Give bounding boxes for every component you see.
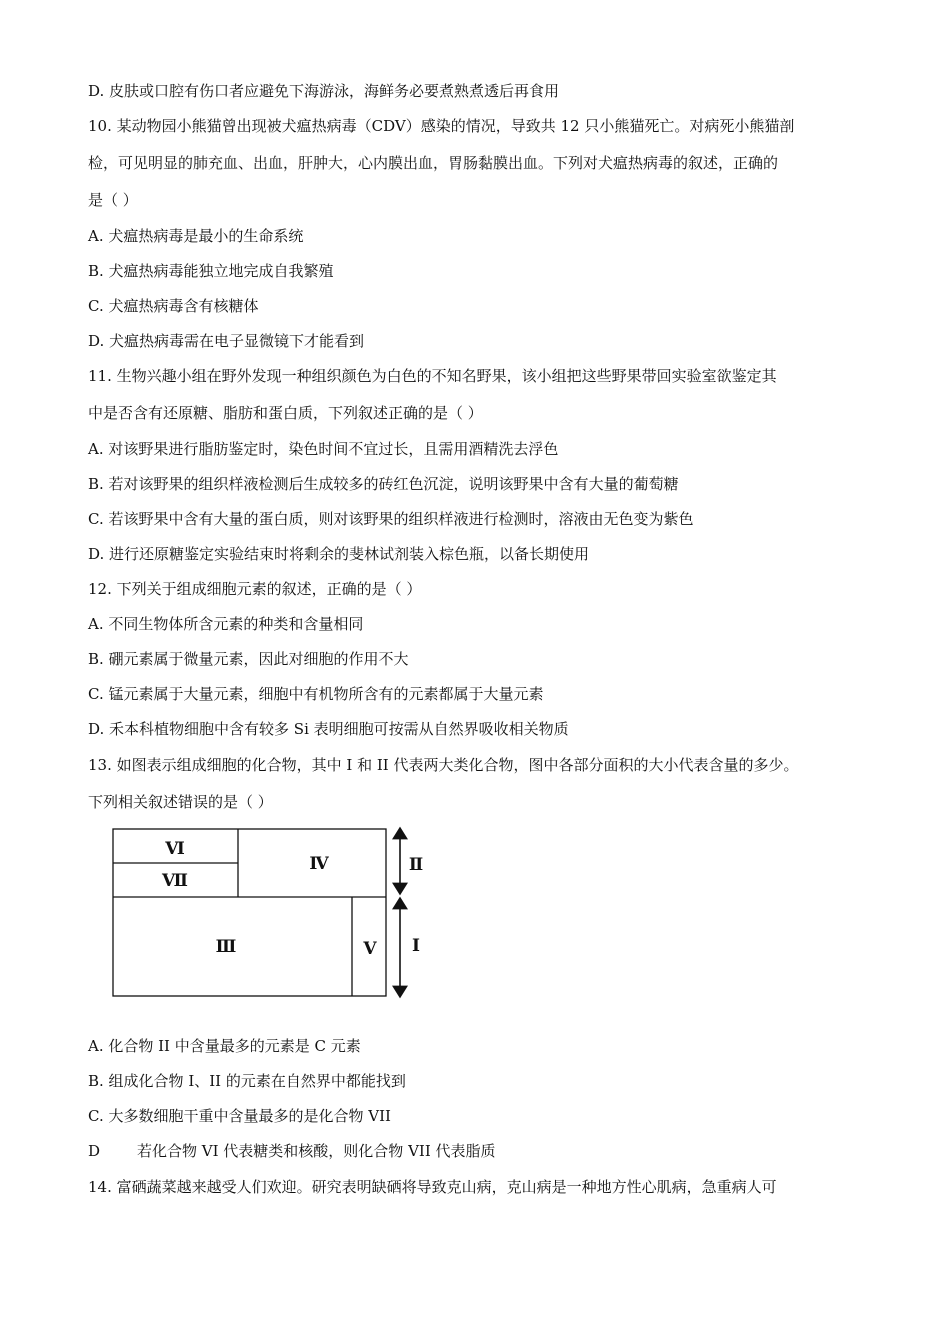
label-iii: Ⅲ (215, 937, 237, 956)
q11-option-c: C. 若该野果中含有大量的蛋白质，则对该野果的组织样液进行检测时，溶液由无色变为紫色 (88, 510, 694, 528)
q13-option-d-text: 若化合物 VI 代表糖类和核酸，则化合物 VII 代表脂质 (137, 1142, 496, 1160)
q11-option-d: D. 进行还原糖鉴定实验结束时将剩余的斐林试剂装入棕色瓶，以备长期使用 (88, 545, 590, 563)
q10-stem-line-3: 是（ ） (88, 191, 138, 209)
outer-rectangle (113, 829, 386, 996)
q12-option-b: B. 硼元素属于微量元素，因此对细胞的作用不大 (88, 650, 409, 668)
label-v: Ⅴ (363, 939, 377, 958)
q13-option-d-letter: D (88, 1142, 101, 1160)
q9-option-d: D. 皮肤或口腔有伤口者应避免下海游泳，海鲜务必要煮熟煮透后再食用 (88, 82, 560, 100)
q10-option-d: D. 犬瘟热病毒需在电子显微镜下才能看到 (88, 332, 365, 350)
q12-option-c: C. 锰元素属于大量元素，细胞中有机物所含有的元素都属于大量元素 (88, 685, 544, 703)
diagram-box (113, 829, 386, 996)
q10-option-c: C. 犬瘟热病毒含有核糖体 (88, 297, 259, 315)
q13-option-a: A. 化合物 II 中含量最多的元素是 C 元素 (88, 1037, 361, 1055)
q10-option-a: A. 犬瘟热病毒是最小的生命系统 (88, 227, 304, 245)
q10-stem-line-2: 检，可见明显的肺充血、出血，肝肿大，心内膜出血，胃肠黏膜出血。下列对犬瘟热病毒的叙述，正确的 (88, 154, 779, 172)
q10-option-b: B. 犬瘟热病毒能独立地完成自我繁殖 (88, 262, 334, 280)
q11-option-a: A. 对该野果进行脂肪鉴定时，染色时间不宜过长，且需用酒精洗去浮色 (88, 440, 559, 458)
q13-stem-line-1: 13. 如图表示组成细胞的化合物，其中 I 和 II 代表两大类化合物，图中各部分面积的大小代表含量的多少。 (88, 756, 799, 774)
q12-option-d: D. 禾本科植物细胞中含有较多 Si 表明细胞可按需从自然界吸收相关物质 (88, 720, 569, 738)
q13-option-b: B. 组成化合物 I、II 的元素在自然界中都能找到 (88, 1072, 406, 1090)
label-iv: Ⅳ (309, 854, 329, 873)
label-ii: Ⅱ (408, 855, 424, 874)
q10-stem-line-1: 10. 某动物园小熊猫曾出现被犬瘟热病毒（CDV）感染的情况，导致共 12 只小熊猫死亡。对病死小熊猫剖 (88, 117, 795, 135)
compound-area-diagram (100, 823, 440, 1003)
q13-stem-line-2: 下列相关叙述错误的是（ ） (88, 793, 273, 811)
label-vi: Ⅵ (165, 839, 185, 858)
q12-stem: 12. 下列关于组成细胞元素的叙述，正确的是（ ） (88, 580, 422, 598)
q11-option-b: B. 若对该野果的组织样液检测后生成较多的砖红色沉淀，说明该野果中含有大量的葡萄糖 (88, 475, 679, 493)
q12-option-a: A. 不同生物体所含元素的种类和含量相同 (88, 615, 364, 633)
q13-option-c: C. 大多数细胞干重中含量最多的是化合物 VII (88, 1107, 391, 1125)
label-vii: Ⅶ (162, 871, 188, 890)
label-i: Ⅰ (412, 936, 420, 955)
q14-stem-line-1: 14. 富硒蔬菜越来越受人们欢迎。研究表明缺硒将导致克山病，克山病是一种地方性心肌病，急重病人可 (88, 1178, 777, 1196)
q11-stem-line-1: 11. 生物兴趣小组在野外发现一种组织颜色为白色的不知名野果，该小组把这些野果带回实验室欲鉴定其 (88, 367, 777, 385)
q11-stem-line-2: 中是否含有还原糖、脂肪和蛋白质，下列叙述正确的是（ ） (88, 404, 483, 422)
